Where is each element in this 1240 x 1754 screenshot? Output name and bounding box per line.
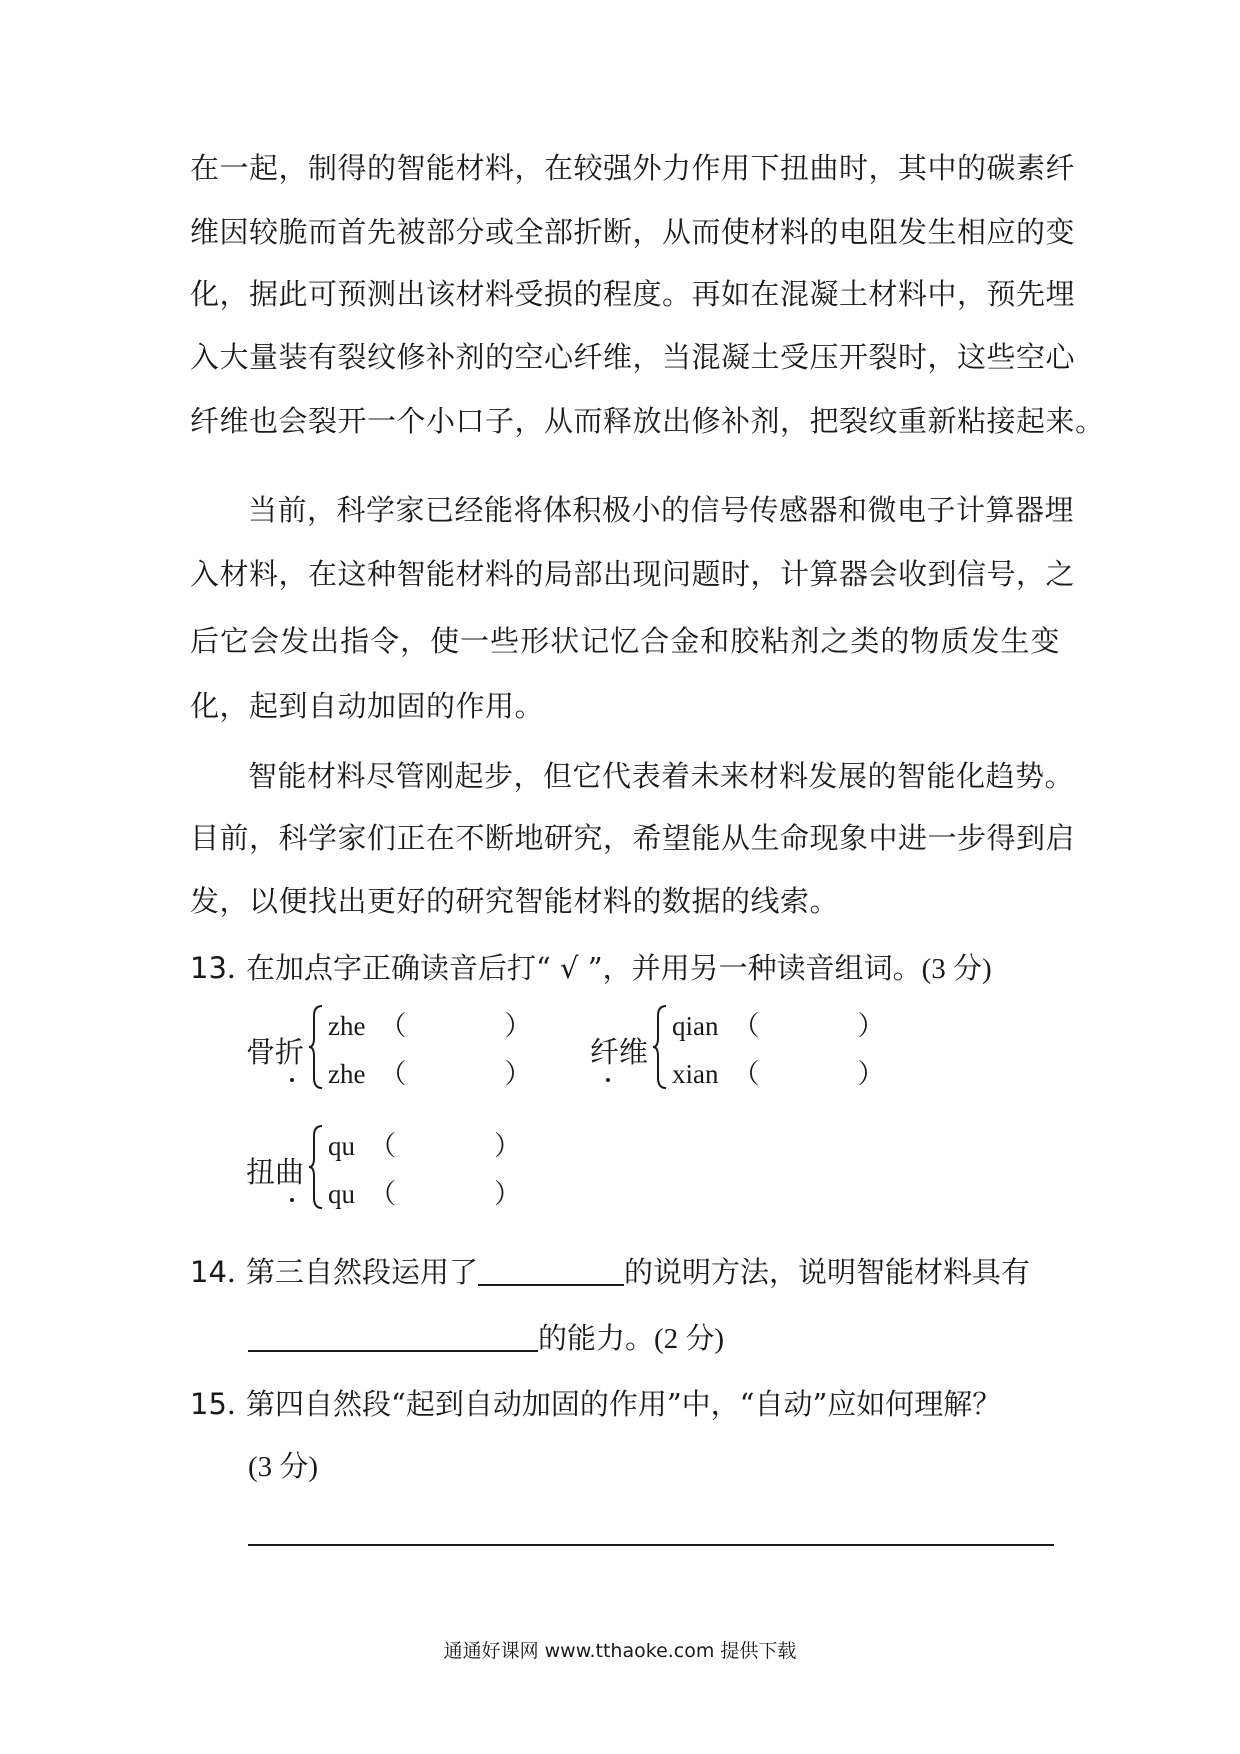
brace-icon xyxy=(308,1124,326,1210)
passage-line: 维因较脆而首先被部分或全部折断，从而使材料的电阻发生相应的变 xyxy=(190,215,1076,249)
passage-line: 入材料，在这种智能材料的局部出现问题时，计算器会收到信号，之 xyxy=(190,557,1076,591)
question-15-score xyxy=(248,1446,318,1487)
pinyin-pair xyxy=(246,1124,546,1214)
question-number: 13． xyxy=(190,951,256,985)
passage-line: 化，据此可预测出该材料受损的程度。再如在混凝土材料中，预先埋 xyxy=(190,277,1076,311)
pinyin-option: qu （ ） xyxy=(328,1172,521,1211)
pinyin-pair xyxy=(590,1004,890,1094)
brace-icon xyxy=(652,1004,670,1090)
pinyin-option: qu （ ） xyxy=(328,1124,521,1163)
emphasis-dot xyxy=(290,1198,294,1202)
question-score: (3 分) xyxy=(921,953,992,985)
answer-paren[interactable]: （ xyxy=(369,1179,396,1209)
answer-paren[interactable]: （ xyxy=(379,1011,407,1041)
answer-paren[interactable]: （ xyxy=(732,1011,760,1041)
pinyin-option: qian （ ） xyxy=(672,1004,885,1043)
answer-paren[interactable]: （ xyxy=(369,1131,396,1161)
passage-line: 当前，科学家已经能将体积极小的信号传感器和微电子计算器埋 xyxy=(248,493,1075,527)
pinyin-option: xian （ ） xyxy=(672,1052,885,1091)
pair-word: 纤维 xyxy=(590,1035,649,1069)
answer-paren[interactable]: （ xyxy=(379,1059,407,1089)
question-text: 在加点字正确读音后打“ √ ”，并用另一种读音组词。 xyxy=(246,951,922,985)
answer-paren[interactable]: （ xyxy=(732,1059,760,1089)
emphasis-dot xyxy=(290,1078,294,1082)
question-number: 15． xyxy=(190,1387,256,1421)
pinyin-option: zhe （ ） xyxy=(328,1004,531,1043)
footer-watermark: 通通好课网 www.tthaoke.com 提供下载 xyxy=(443,1640,797,1662)
passage-line: 目前，科学家们正在不断地研究，希望能从生命现象中进一步得到启 xyxy=(190,821,1076,855)
pinyin-pair xyxy=(246,1004,546,1094)
passage-line: 智能材料尽管刚起步，但它代表着未来材料发展的智能化趋势。 xyxy=(248,759,1075,793)
emphasis-dot xyxy=(606,1078,610,1082)
passage-line: 在一起，制得的智能材料，在较强外力作用下扭曲时，其中的碳素纤 xyxy=(190,151,1076,185)
pinyin-option: zhe （ ） xyxy=(328,1052,531,1091)
question-text: 第四自然段“起到自动加固的作用”中，“自动”应如何理解？ xyxy=(246,1387,1002,1421)
passage-line: 后它会发出指令，使一些形状记忆合金和胶粘剂之类的物质发生变 xyxy=(190,624,1060,658)
passage-line: 发，以便找出更好的研究智能材料的数据的线索。 xyxy=(190,884,840,918)
passage-line: 化，起到自动加固的作用。 xyxy=(190,689,545,723)
pair-word: 骨折 xyxy=(246,1035,305,1069)
answer-blank[interactable] xyxy=(248,1320,538,1352)
question-number: 14． xyxy=(190,1255,256,1289)
passage-line: 纤维也会裂开一个小口子，从而释放出修补剂，把裂纹重新粘接起来。 xyxy=(190,404,1105,438)
answer-line[interactable] xyxy=(248,1544,1054,1546)
pair-word: 扭曲 xyxy=(246,1155,305,1189)
passage-line: 入大量装有裂纹修补剂的空心纤维，当混凝土受压开裂时，这些空心 xyxy=(190,340,1076,374)
question-score: (2 分) xyxy=(654,1323,725,1355)
question-15 xyxy=(190,1384,1001,1424)
brace-icon xyxy=(308,1004,326,1090)
question-14: 14．第三自然段运用了 的说明方法，说明智能材料具有 xyxy=(190,1252,1030,1292)
question-13 xyxy=(190,948,992,989)
question-14-continued: 的能力。(2 分) xyxy=(248,1318,724,1359)
answer-blank[interactable] xyxy=(478,1254,624,1286)
question-score: (3 分) xyxy=(248,1451,319,1483)
